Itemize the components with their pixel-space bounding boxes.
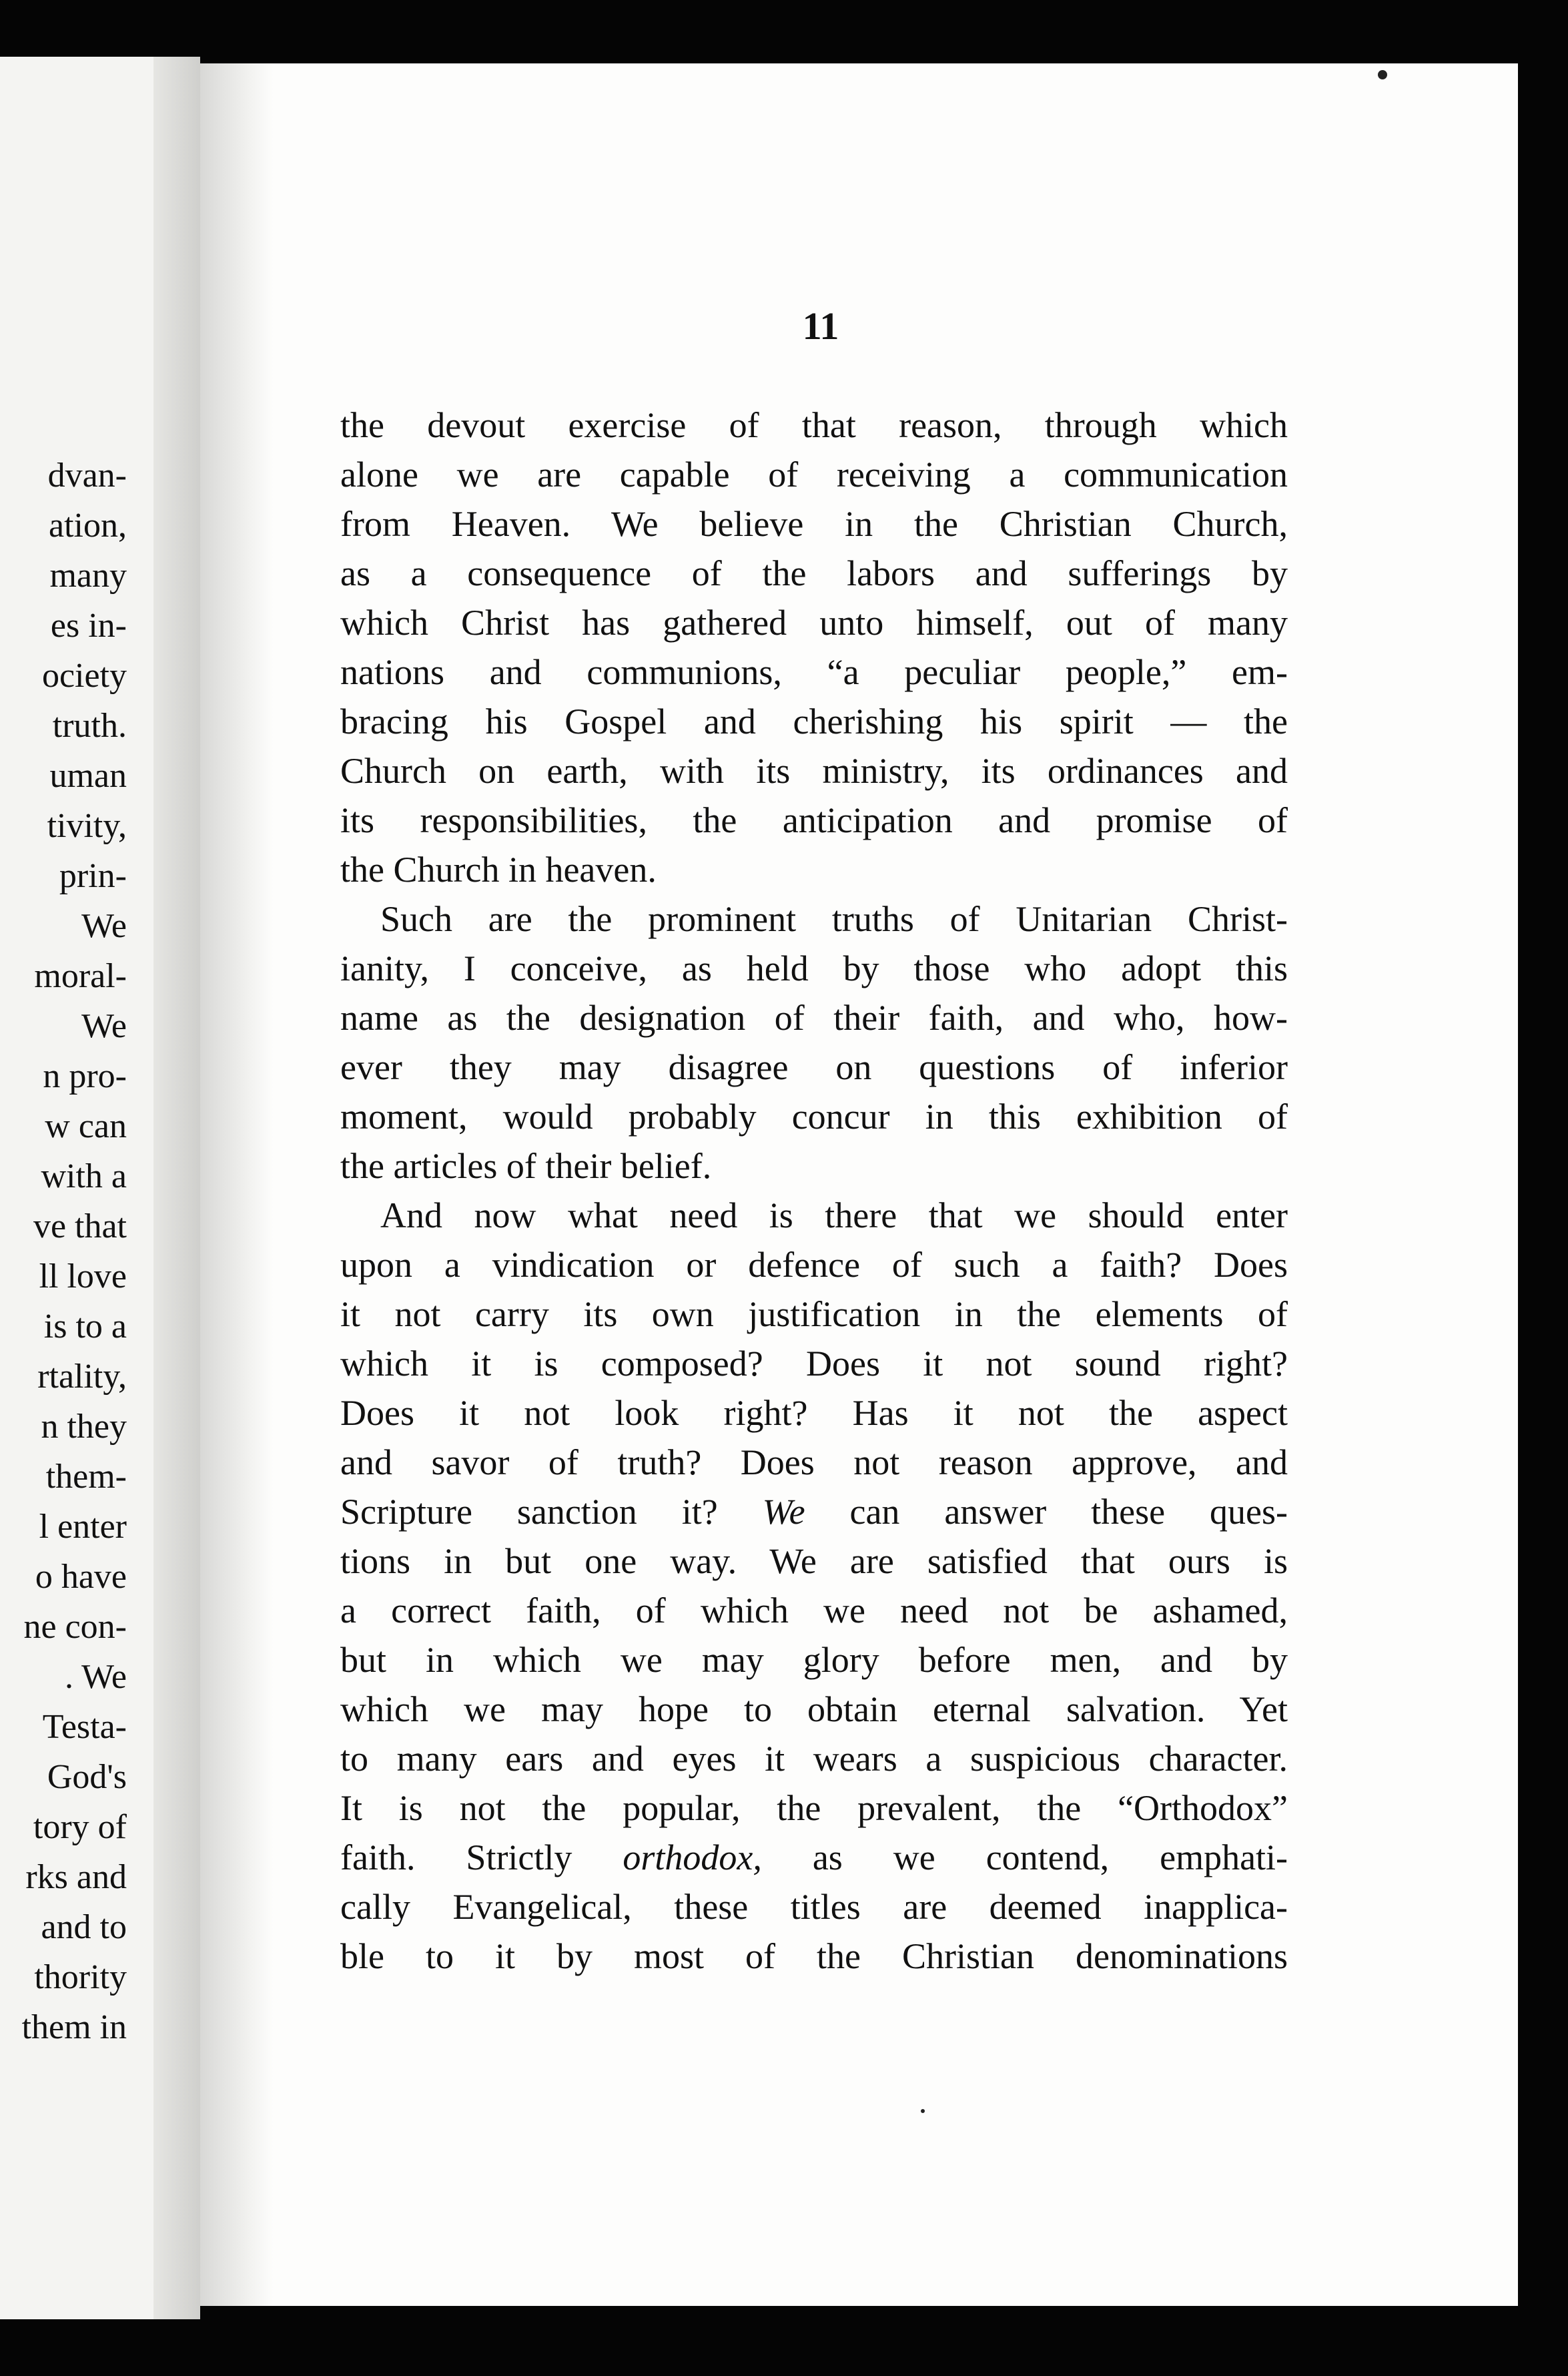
left-line: Testa- <box>42 1708 127 1746</box>
text-line: it not carry its own justification in the elements of <box>340 1294 1288 1334</box>
left-line: ation, <box>49 507 127 545</box>
text-line: as a consequence of the labors and sufferings by <box>340 553 1288 593</box>
text-line <box>340 1833 1288 1882</box>
text-line: to many ears and eyes it wears a suspicious character. <box>340 1739 1288 1779</box>
left-line: is to a <box>43 1307 127 1346</box>
left-line: many <box>49 557 127 595</box>
left-line: them- <box>45 1458 127 1496</box>
text-line: the articles of their belief. <box>340 1146 712 1186</box>
left-line: with a <box>41 1157 127 1195</box>
left-line: . We <box>64 1658 127 1696</box>
text-line: which we may hope to obtain eternal salvation. Yet <box>340 1689 1288 1729</box>
text-line: from Heaven. We believe in the Christian Church, <box>340 504 1288 544</box>
left-line: God's <box>47 1758 127 1796</box>
text-segment: can answer these ques- <box>849 1492 1288 1532</box>
left-page <box>0 57 200 2319</box>
left-line: l enter <box>39 1508 127 1546</box>
left-line: We <box>81 1007 127 1045</box>
text-line <box>340 1487 1288 1536</box>
left-line: uman <box>49 757 127 795</box>
left-line: ve that <box>33 1207 127 1245</box>
left-line: tivity, <box>47 807 127 845</box>
text-line: nations and communions, “a peculiar people,” em- <box>340 652 1288 692</box>
left-line: o have <box>35 1558 127 1596</box>
left-line: ociety <box>41 657 127 695</box>
left-line: truth. <box>52 707 127 745</box>
text-line: Does it not look right? Has it not the aspect <box>340 1393 1288 1433</box>
left-page-text-fragments <box>0 451 127 2052</box>
left-line: ll love <box>39 1257 127 1295</box>
left-line: w can <box>45 1107 127 1145</box>
speck-mark <box>921 2109 925 2113</box>
left-line: them in <box>21 2008 127 2046</box>
text-segment: as we contend, emphati- <box>812 1837 1288 1877</box>
text-line: alone we are capable of receiving a communication <box>340 455 1288 495</box>
text-line: ianity, I conceive, as held by those who adopt this <box>340 948 1288 988</box>
text-line: bracing his Gospel and cherishing his spirit — the <box>340 701 1288 741</box>
text-line: It is not the popular, the prevalent, the “Orthodox” <box>340 1788 1288 1828</box>
left-line: tory of <box>33 1808 127 1846</box>
text-line: tions in but one way. We are satisfied that ours is <box>340 1541 1288 1581</box>
text-line: cally Evangelical, these titles are deemed inapplica- <box>340 1887 1288 1927</box>
text-line: Such are the prominent truths of Unitarian Christ- <box>380 899 1288 939</box>
left-line: and to <box>41 1908 127 1946</box>
text-line: a correct faith, of which we need not be ashamed, <box>340 1590 1288 1630</box>
text-line: ever they may disagree on questions of inferior <box>340 1047 1288 1087</box>
text-segment: faith. Strictly <box>340 1837 572 1877</box>
left-line: dvan- <box>47 457 127 495</box>
text-line: And now what need is there that we should enter <box>380 1195 1288 1235</box>
left-line: thority <box>34 1958 127 1996</box>
left-line: n pro- <box>43 1057 127 1095</box>
text-line: Church on earth, with its ministry, its ordinances and <box>340 751 1288 791</box>
text-line: and savor of truth? Does not reason approve, and <box>340 1442 1288 1482</box>
text-segment: Scripture sanction it? <box>340 1492 718 1532</box>
body-text <box>340 400 1288 1981</box>
text-line: name as the designation of their faith, and who, how- <box>340 998 1288 1038</box>
left-line: ne con- <box>23 1608 127 1646</box>
left-line: We <box>81 907 127 945</box>
page-number: 11 <box>802 304 839 348</box>
text-line: moment, would probably concur in this exhibition of <box>340 1097 1288 1137</box>
left-page-gutter <box>153 57 200 2319</box>
speck-mark <box>1378 70 1387 79</box>
text-line: which Christ has gathered unto himself, out of many <box>340 603 1288 643</box>
text-line: upon a vindication or defence of such a faith? Does <box>340 1245 1288 1285</box>
text-line: ble to it by most of the Christian denominations <box>340 1936 1288 1976</box>
left-line: rtality, <box>37 1358 127 1396</box>
page-fold-shadow <box>200 63 274 2306</box>
left-line: es in- <box>50 607 127 645</box>
text-line: which it is composed? Does it not sound right? <box>340 1344 1288 1384</box>
left-line: prin- <box>59 857 127 895</box>
left-line: n they <box>41 1408 127 1446</box>
text-line: its responsibilities, the anticipation and promise of <box>340 800 1288 840</box>
text-line: the Church in heaven. <box>340 850 657 890</box>
italic-word: We <box>762 1492 805 1532</box>
italic-word: orthodox, <box>623 1837 762 1877</box>
left-line: moral- <box>34 957 127 995</box>
left-line: rks and <box>25 1858 127 1896</box>
text-line: the devout exercise of that reason, through which <box>340 405 1288 445</box>
text-line: but in which we may glory before men, and by <box>340 1640 1288 1680</box>
